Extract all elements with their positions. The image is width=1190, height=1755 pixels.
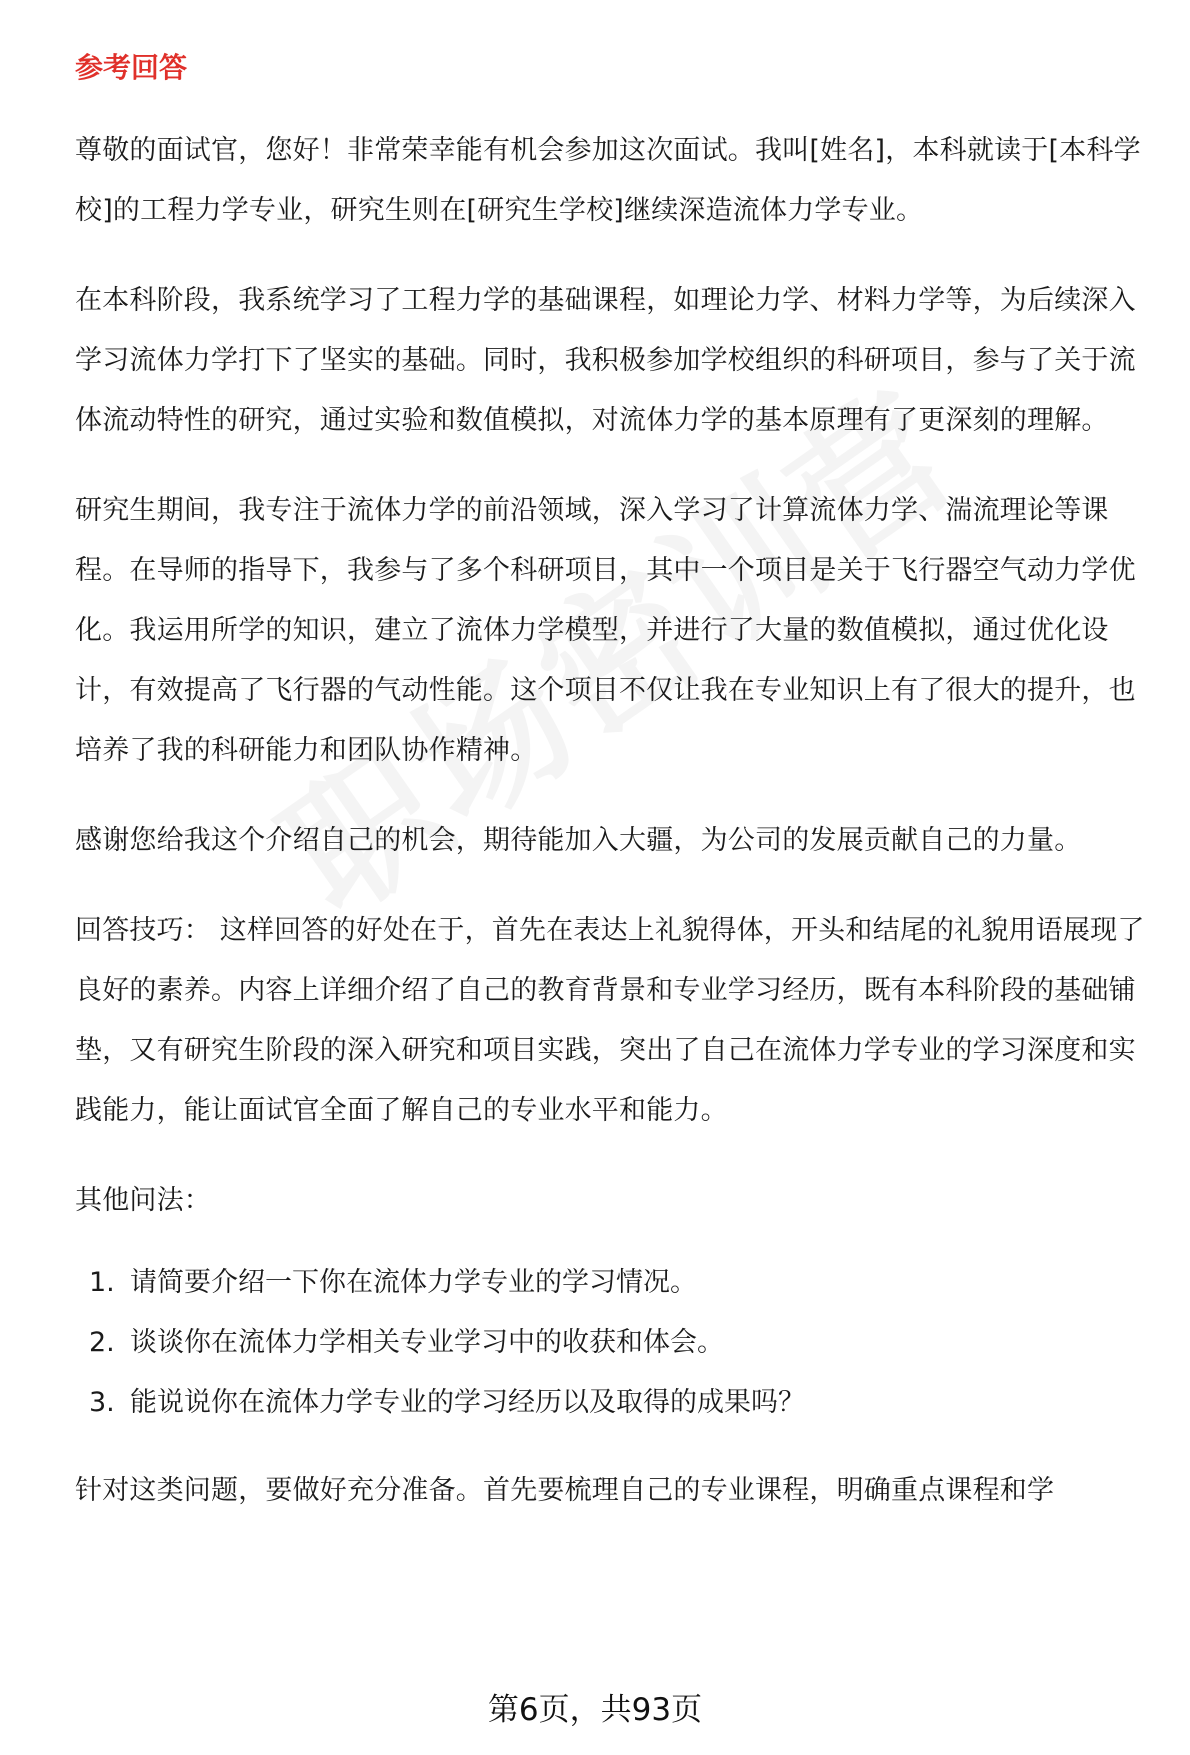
paragraph-intro: 尊敬的面试官，您好！非常荣幸能有机会参加这次面试。我叫[姓名]，本科就读于[本科学校]的工程力学专业，研究生则在[研究生学校]继续深造流体力学专业。 [75,135,1141,226]
page-number: 第6页，共93页 [487,1692,703,1728]
paragraph-thanks: 感谢您给我这个介绍自己的机会，期待能加入大疆，为公司的发展贡献自己的力量。 [75,825,1082,856]
list-item-number: 3. [89,1387,115,1418]
paragraph-tips: 回答技巧： 这样回答的好处在于，首先在表达上礼貌得体，开头和结尾的礼貌用语展现了良好的素养。内容上详细介绍了自己的教育背景和专业学习经历，既有本科阶段的基础铺垫，又有研究生阶段的深入研究和项目实践，突出了自己在流体力学专业的学习深度和实践能力，能让面试官全面了解自己的专业水平和能力。 [75,915,1145,1126]
list-item-text: 请简要介绍一下你在流体力学专业的学习情况。 [130,1267,697,1298]
list-item-text: 能说说你在流体力学专业的学习经历以及取得的成果吗？ [130,1387,805,1418]
paragraph-undergrad: 在本科阶段，我系统学习了工程力学的基础课程，如理论力学、材料力学等，为后续深入学习流体力学打下了坚实的基础。同时，我积极参加学校组织的科研项目，参与了关于流体流动特性的研究，通过实验和数值模拟，对流体力学的基本原理有了更深刻的理解。 [75,285,1136,436]
paragraph-closing: 针对这类问题，要做好充分准备。首先要梳理自己的专业课程，明确重点课程和学 [75,1475,1055,1506]
document-body [75,48,1160,1551]
other-questions-label: 其他问法： [75,1185,211,1216]
other-questions-list [75,1253,1160,1433]
list-item-number: 2. [89,1327,115,1358]
list-item-number: 1. [89,1267,115,1298]
list-item [75,1253,1160,1313]
list-item [75,1373,1160,1433]
list-item-text: 谈谈你在流体力学相关专业学习中的收获和体会。 [130,1327,724,1358]
section-heading: 参考回答 [75,51,188,84]
list-item [75,1313,1160,1373]
paragraph-graduate: 研究生期间，我专注于流体力学的前沿领域，深入学习了计算流体力学、湍流理论等课程。在导师的指导下，我参与了多个科研项目，其中一个项目是关于飞行器空气动力学优化。我运用所学的知识，建立了流体力学模型，并进行了大量的数值模拟，通过优化设计，有效提高了飞行器的气动性能。这个项目不仅让我在专业知识上有了很大的提升，也培养了我的科研能力和团队协作精神。 [75,495,1136,766]
